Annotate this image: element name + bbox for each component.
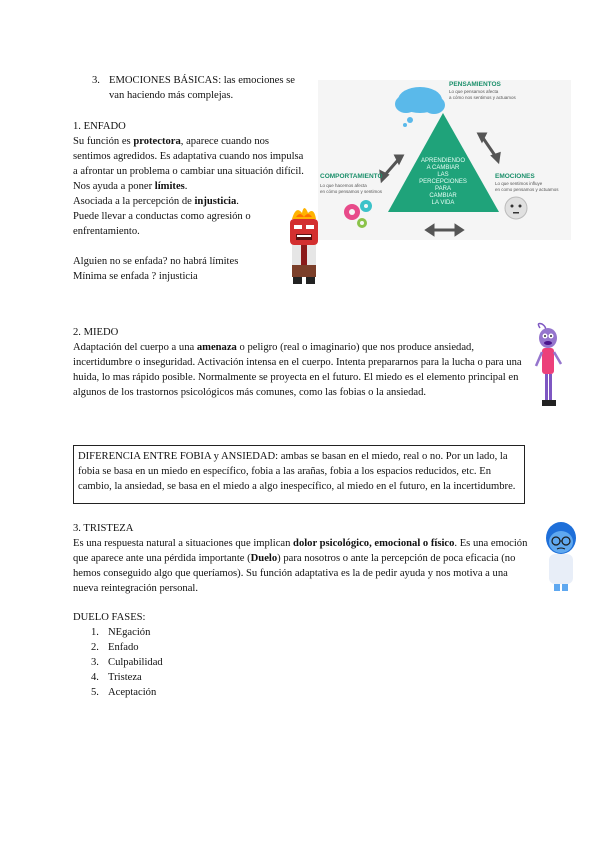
- enfado-text: Asociada a la percepción de: [73, 196, 195, 207]
- list-number: 1.: [91, 627, 99, 638]
- list-number: 3.: [91, 657, 99, 668]
- arrowhead: [396, 156, 402, 162]
- center-line: A CAMBIAR: [426, 165, 460, 171]
- list-item: [73, 655, 273, 670]
- center-line: CAMBIAR: [429, 193, 457, 199]
- emociones-title: EMOCIONES: [495, 173, 535, 180]
- spacer: [73, 239, 308, 254]
- enfado-question1: Alguien no se enfada? no habrá límites: [73, 256, 239, 267]
- list-label: Enfado: [108, 642, 139, 653]
- enfado-text: Su función es: [73, 136, 134, 147]
- list-label: Aceptación: [108, 687, 157, 698]
- miedo-paragraph: [73, 340, 525, 400]
- intro-number: 3.: [92, 75, 100, 86]
- enfado-bold-protectora: protectora: [133, 136, 181, 147]
- enfado-question2: Mínima se enfada ? injusticia: [73, 271, 198, 282]
- pensamientos-desc: Lo que pensamos afecta: [449, 89, 499, 94]
- diferencia-text: DIFERENCIA ENTRE FOBIA y ANSIEDAD: ambas se basan en el miedo, real o no. Por un lado, la fobia se basa en un miedo en específico, fobia a las arañas, fobia a los espacios reducidos, etc. En cambio, la ansiedad, se basa en el miedo a algo inespecífico, al miedo en el futuro, en la incertidumbre.: [78, 451, 516, 492]
- section-enfado: [73, 119, 308, 284]
- tristeza-text: Es una respuesta natural a situaciones que implican: [73, 538, 294, 549]
- enfado-injusticia-line: [73, 194, 308, 209]
- enfado-bold-injusticia: injusticia: [194, 196, 237, 207]
- enfado-heading: 1. ENFADO: [73, 121, 126, 132]
- diagram-svg: [318, 80, 571, 240]
- sadness-character-image: [541, 520, 581, 594]
- list-label: NEgación: [108, 627, 151, 638]
- center-line: APRENDIENDO: [420, 158, 466, 164]
- emociones-desc: Lo que sentimos influye: [495, 181, 543, 186]
- list-number: 2.: [91, 642, 99, 653]
- intro-line1: EMOCIONES BÁSICAS: las emociones se: [109, 75, 295, 86]
- comportamiento-title: COMPORTAMIENTO: [320, 173, 383, 180]
- emociones-desc: en como pensamos y actuamos: [495, 187, 559, 192]
- tristeza-heading: 3. TRISTEZA: [73, 523, 134, 534]
- miedo-heading: 2. MIEDO: [73, 327, 119, 338]
- tristeza-text: ) para nosotros o ante la percepción de poca eficacia (no hemos conseguido algo que queríamos). Su función adaptativa es la de pedir ayuda y nos motiva a una nueva reintegración personal.: [73, 553, 516, 594]
- miedo-bold-amenaza: amenaza: [196, 342, 237, 353]
- list-label: Tristeza: [108, 672, 142, 683]
- section-duelo-fases: [73, 610, 273, 700]
- tristeza-bold-dolor: dolor psicológico, emocional o físico: [293, 538, 455, 549]
- tristeza-text: . Es una emoción que aparece ante una pérdida importante (: [73, 538, 528, 564]
- list-item: [73, 670, 273, 685]
- list-number: 4.: [91, 672, 99, 683]
- section-miedo: [73, 325, 525, 400]
- tristeza-paragraph: [73, 536, 533, 596]
- center-line: PERCEPCIONES: [419, 179, 467, 185]
- enfado-bold-limites: límites: [154, 181, 185, 192]
- enfado-paragraph: [73, 134, 308, 194]
- center-line: LAS: [437, 172, 449, 178]
- enfado-text: , aparece cuando nos sentimos agredidos. Es adaptativa cuando nos impulsa a afrontar un problema o cambiar una situación difícil. Nos ayuda a poner: [73, 136, 304, 192]
- comportamiento-desc: Lo que hacemos afecta: [320, 183, 367, 188]
- cbt-triangle-diagram: [318, 80, 571, 240]
- tristeza-bold-duelo: Duelo: [250, 553, 278, 564]
- pensamientos-desc: a cómo nos sentimos y actuamos: [449, 95, 516, 100]
- list-label: Culpabilidad: [108, 657, 163, 668]
- list-number: 5.: [91, 687, 99, 698]
- intro-list-item: [92, 73, 307, 103]
- center-line: LA VIDA: [431, 200, 455, 206]
- list-item: [73, 625, 273, 640]
- list-item: [73, 640, 273, 655]
- enfado-conductas: Puede llevar a conductas como agresión o enfrentamiento.: [73, 211, 251, 237]
- arrowhead: [479, 134, 485, 140]
- miedo-text: Adaptación del cuerpo a una: [73, 342, 197, 353]
- duelo-list: [73, 625, 273, 700]
- duelo-heading: DUELO FASES:: [73, 612, 146, 623]
- emotion-face-icon: [505, 197, 527, 219]
- intro-line2: van haciendo más complejas.: [109, 90, 234, 101]
- enfado-text: .: [236, 196, 239, 207]
- section-tristeza: [73, 521, 533, 596]
- fear-character-image: [534, 322, 564, 410]
- anger-character-image: [284, 205, 324, 285]
- diferencia-box: [73, 445, 525, 504]
- comportamiento-desc: en cómo pensamos y sentimos: [320, 189, 383, 194]
- pensamientos-title: PENSAMIENTOS: [449, 81, 501, 88]
- miedo-text: o peligro (real o imaginario) que nos produce ansiedad, incertidumbre o inseguridad. Activación intensa en el cuerpo. Intenta prepararnos para la lucha o para una huida, lo mas rápido posible. Normalmente se proyecta en el futuro. El miedo es el elemento principal en algunos de los trastornos psicológicos más comunes, como las fobias o la ansiedad.: [73, 342, 522, 398]
- list-item: [73, 685, 273, 700]
- enfado-text: .: [184, 181, 188, 192]
- center-line: PARA: [435, 186, 451, 192]
